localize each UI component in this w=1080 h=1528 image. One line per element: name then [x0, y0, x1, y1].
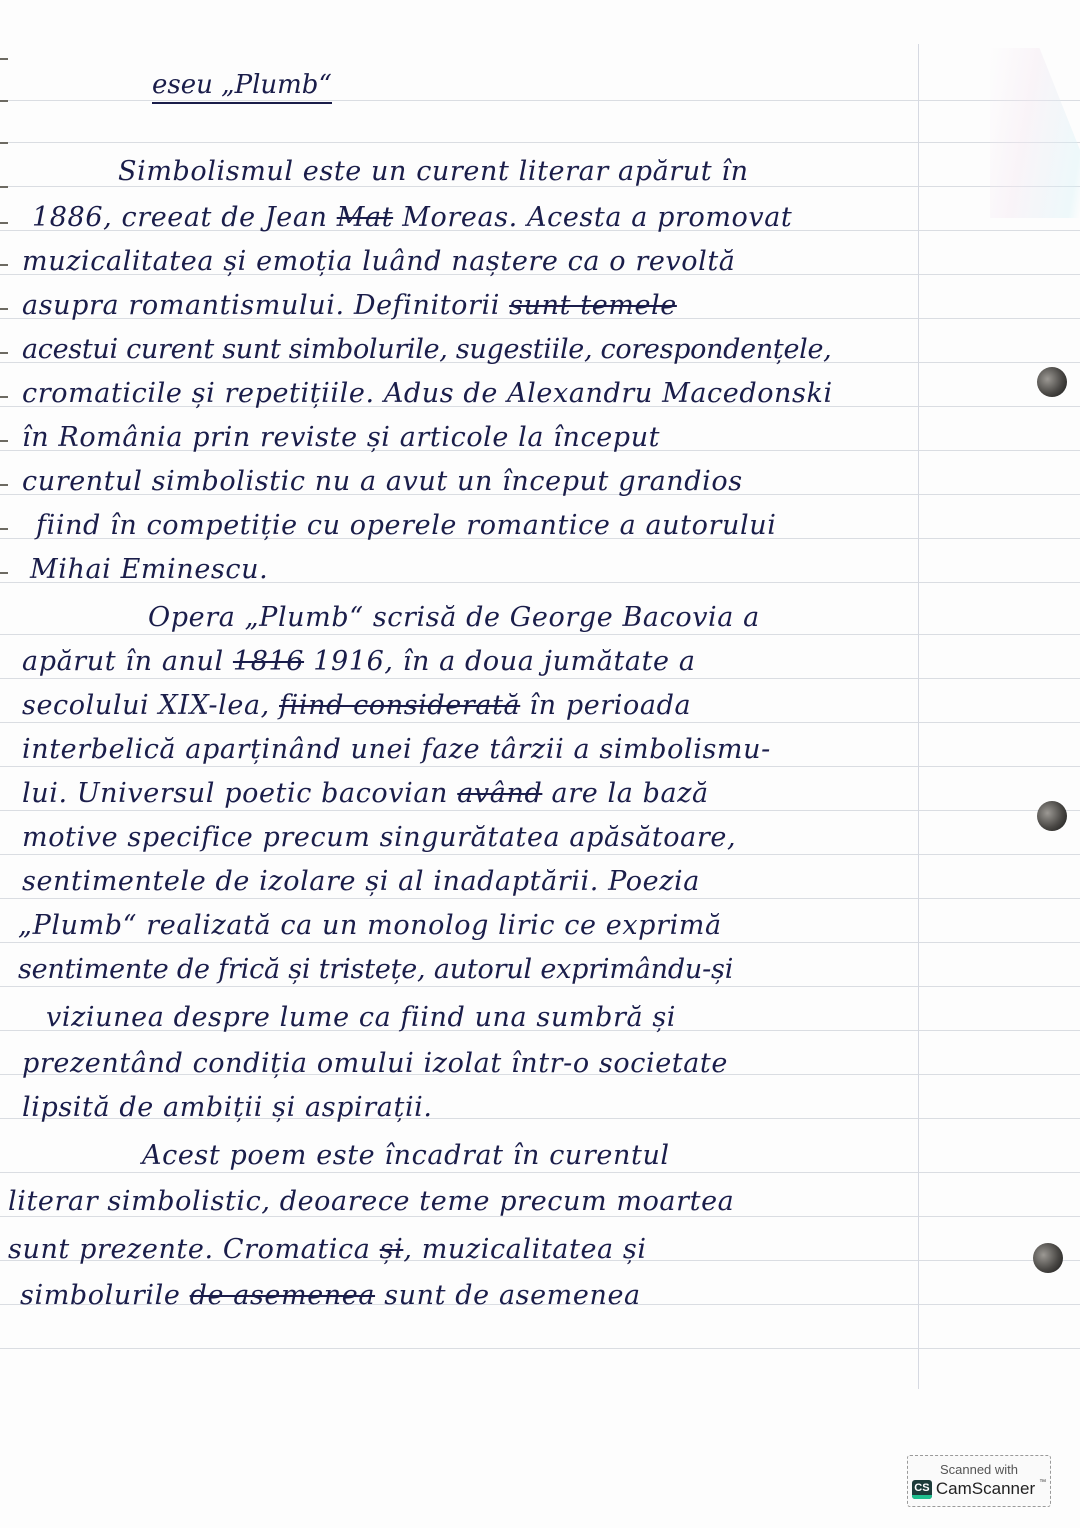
left-edge-tick [0, 484, 8, 486]
text-line: Mihai Eminescu. [30, 554, 269, 585]
left-edge-tick [0, 572, 8, 574]
text-line: prezentând condiția omului izolat într-o societate [22, 1048, 728, 1079]
text-line: Simbolismul este un curent literar apărut în [118, 156, 749, 187]
watermark-brand: CamScanner [935, 1479, 1036, 1498]
essay-title: eseu „Plumb“ [152, 70, 332, 104]
text-line: motive specifice precum singurătatea apăsătoare, [22, 822, 737, 853]
text-line: sentimentele de izolare și al inadaptării. Poezia [22, 866, 700, 897]
text-line: muzicalitatea și emoția luând naștere ca o revoltă [22, 246, 736, 277]
text-line: lui. Universul poetic bacovian având are la bază [22, 778, 709, 809]
margin-line [918, 44, 919, 1389]
left-edge-tick [0, 396, 8, 398]
punch-hole [1037, 801, 1067, 831]
text-line: în România prin reviste și articole la început [22, 422, 661, 453]
text-line: apărut în anul 1816 1916, în a doua jumătate a [22, 646, 696, 677]
text-line: Opera „Plumb“ scrisă de George Bacovia a [148, 602, 760, 633]
trademark-symbol: ™ [1039, 1479, 1047, 1486]
text-line: acestui curent sunt simbolurile, sugestiile, corespondențele, [22, 334, 832, 365]
strikethrough-text: Mat [336, 202, 394, 233]
left-edge-tick [0, 222, 8, 224]
text-line: Acest poem este încadrat în curentul [142, 1140, 670, 1171]
strikethrough-text: și [379, 1234, 404, 1265]
punch-hole [1033, 1243, 1063, 1273]
camscanner-watermark [907, 1455, 1051, 1507]
left-edge-tick [0, 186, 8, 188]
text-line: secolului XIX-lea, fiind considerată în perioada [22, 690, 692, 721]
left-edge-tick [0, 528, 8, 530]
page-fold-shadow [990, 48, 1080, 218]
strikethrough-text: sunt temele [509, 290, 677, 321]
left-edge-tick [0, 264, 8, 266]
text-line: curentul simbolistic nu a avut un început grandios [22, 466, 743, 497]
text-line: sentimente de frică și tristețe, autorul exprimându-și [18, 954, 734, 985]
left-edge-tick [0, 100, 8, 102]
text-line: viziunea despre lume ca fiind una sumbră și [46, 1002, 677, 1033]
strikethrough-text: fiind considerată [279, 690, 521, 721]
text-line: lipsită de ambiții și aspirații. [22, 1092, 433, 1123]
left-edge-tick [0, 352, 8, 354]
text-line: asupra romantismului. Definitorii sunt temele [22, 290, 677, 321]
text-line: literar simbolistic, deoarece teme precum moartea [8, 1186, 735, 1217]
camscanner-logo-icon: CS [912, 1480, 932, 1499]
strikethrough-text: de asemenea [189, 1280, 376, 1311]
left-edge-tick [0, 142, 8, 144]
strikethrough-text: având [457, 778, 543, 809]
punch-hole [1037, 367, 1067, 397]
left-edge-tick [0, 440, 8, 442]
watermark-caption: Scanned with [939, 1462, 1019, 1477]
strikethrough-text: 1816 [232, 646, 305, 677]
text-line: interbelică aparținând unei faze târzii a simbolismu- [22, 734, 771, 765]
text-line: 1886, creeat de Jean Mat Moreas. Acesta a promovat [32, 202, 793, 233]
text-line: „Plumb“ realizată ca un monolog liric ce exprimă [18, 910, 722, 941]
text-line: fiind în competiție cu operele romantice a autorului [36, 510, 777, 541]
text-line: sunt prezente. Cromatica și, muzicalitatea și [8, 1234, 647, 1265]
text-line: cromaticile și repetițiile. Adus de Alexandru Macedonski [22, 378, 833, 409]
left-edge-tick [0, 308, 8, 310]
text-line: simbolurile de asemenea sunt de asemenea [20, 1280, 641, 1311]
left-edge-tick [0, 58, 8, 60]
